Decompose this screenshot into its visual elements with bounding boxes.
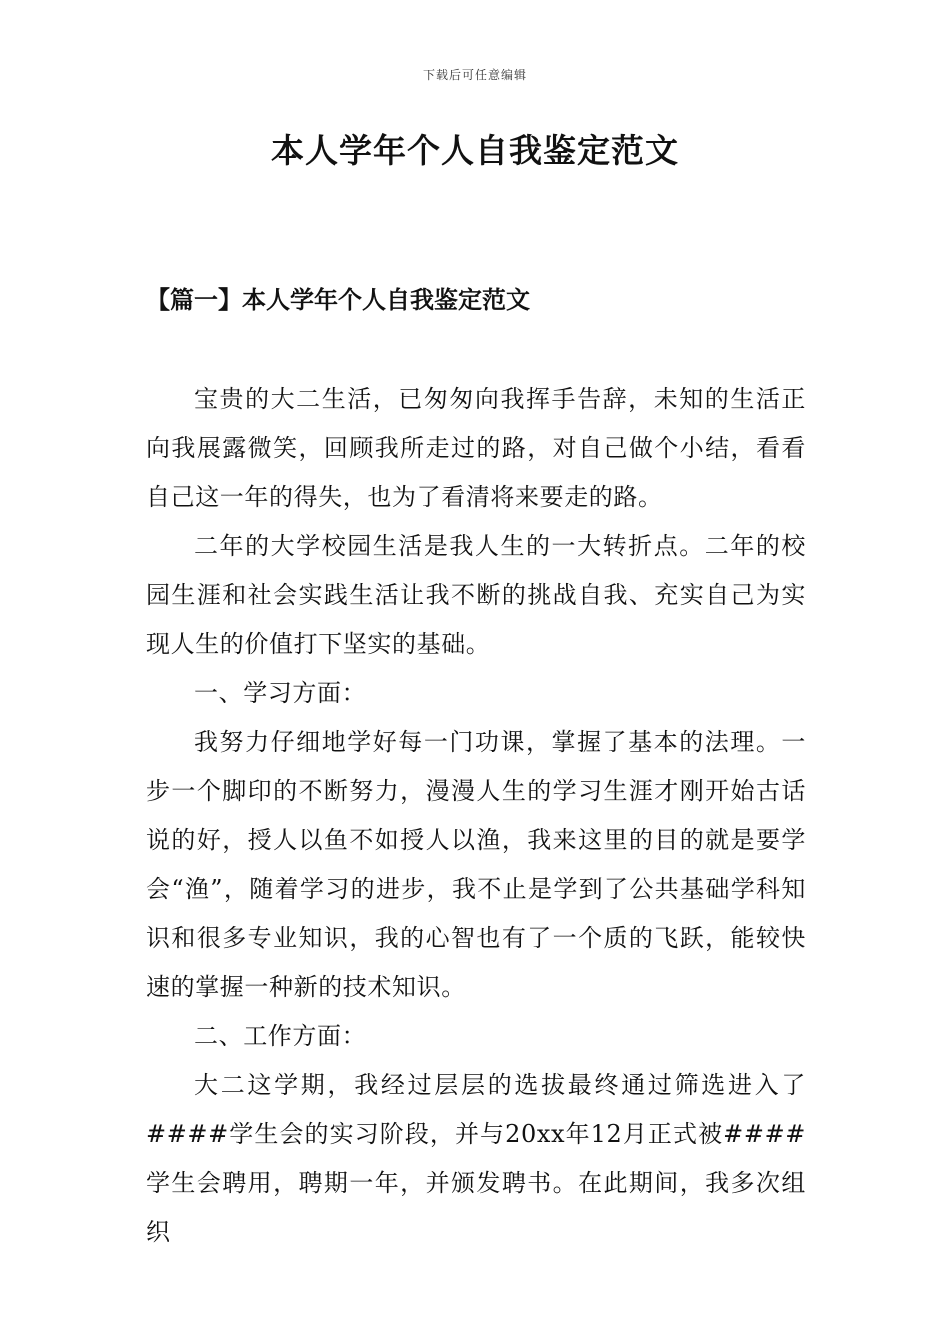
paragraph-work: 大二这学期，我经过层层的选拔最终通过筛选进入了####学生会的实习阶段，并与20xx年12月正式被####学生会聘用，聘期一年，并颁发聘书。在此期间，我多次组织: [146, 1071, 806, 1246]
subheading-study: 一、学习方面：: [194, 679, 367, 707]
document-title: 本人学年个人自我鉴定范文: [271, 131, 679, 170]
subheading-work: 二、工作方面：: [194, 1022, 367, 1050]
paragraph-overview: 二年的大学校园生活是我人生的一大转折点。二年的校园生涯和社会实践生活让我不断的挑战自我、充实自己为实现人生的价值打下坚实的基础。: [146, 532, 806, 658]
paragraph-study: 我努力仔细地学好每一门功课，掌握了基本的法理。一步一个脚印的不断努力，漫漫人生的学习生涯才刚开始古话说的好，授人以鱼不如授人以渔，我来这里的目的就是要学会“渔”，随着学习的进步，我不止是学到了公共基础学科知识和很多专业知识，我的心智也有了一个质的飞跃，能较快速的掌握一种新的技术知识。: [146, 728, 806, 1001]
section-heading: 【篇一】本人学年个人自我鉴定范文: [146, 285, 530, 314]
paragraph-intro: 宝贵的大二生活，已匆匆向我挥手告辞，未知的生活正向我展露微笑，回顾我所走过的路，对自己做个小结，看看自己这一年的得失，也为了看清将来要走的路。: [146, 385, 806, 511]
document-body: [146, 375, 806, 1257]
header-note: 下载后可任意编辑: [422, 68, 527, 82]
